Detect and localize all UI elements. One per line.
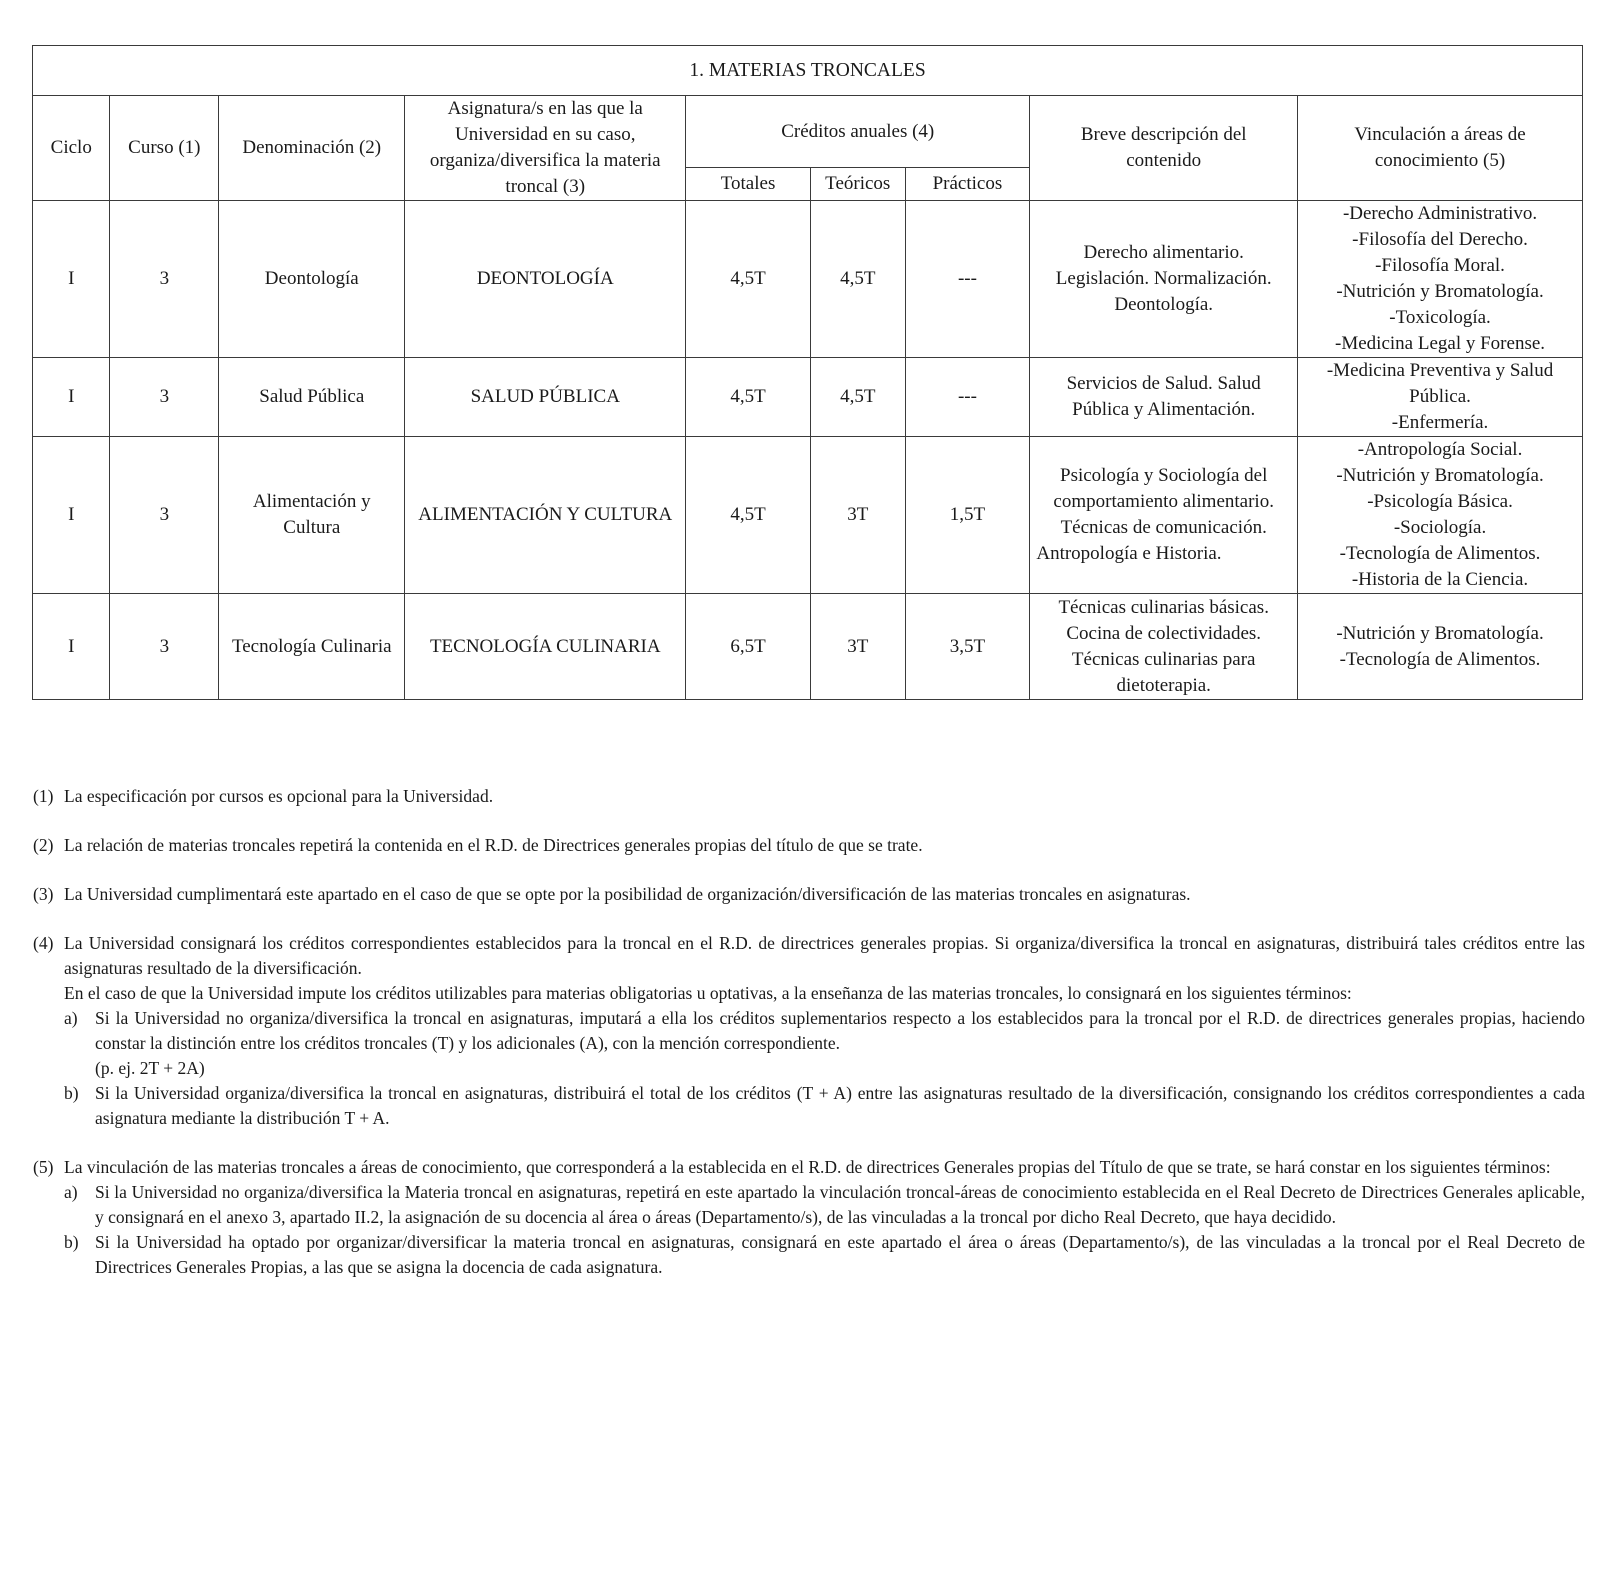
footnote-number: (4)	[33, 933, 54, 953]
footnote-2	[33, 833, 1585, 858]
item-label: b)	[64, 1083, 79, 1103]
cell-descripcion	[1030, 437, 1298, 594]
area-item: -Filosofía del Derecho.	[1352, 229, 1528, 250]
header-descripcion: Breve descripción del contenido	[1030, 96, 1298, 201]
cell-practicos: ---	[905, 358, 1030, 437]
footnote-text: La relación de materias troncales repetirá la contenida en el R.D. de Directrices generales propias del título de que se trate.	[64, 835, 923, 855]
area-item: -Nutrición y Bromatología.	[1336, 622, 1544, 644]
cell-curso: 3	[110, 594, 219, 700]
cell-ciclo: I	[33, 437, 110, 594]
footnote-text: La especificación por cursos es opcional para la Universidad.	[64, 786, 494, 806]
cell-areas	[1298, 358, 1583, 437]
header-totales: Totales	[686, 168, 811, 201]
cell-totales: 4,5T	[686, 201, 811, 358]
area-item: -Sociología.	[1393, 517, 1487, 538]
cell-teoricos: 4,5T	[810, 358, 905, 437]
cell-practicos: 1,5T	[905, 437, 1030, 594]
area-item: -Medicina Preventiva y Salud Pública.	[1326, 360, 1554, 407]
footnote-3	[33, 882, 1585, 907]
cell-descripcion: Técnicas culinarias básicas. Cocina de colectividades. Técnicas culinarias para dietoterapia.	[1030, 594, 1298, 700]
descripcion-text-2: Antropología e Historia.	[1036, 543, 1222, 564]
cell-ciclo: I	[33, 594, 110, 700]
footnote-4-item-b	[64, 1081, 1585, 1131]
area-item: -Derecho Administrativo.	[1342, 203, 1538, 224]
materias-troncales-table	[32, 45, 1583, 700]
footnotes	[33, 784, 1585, 1304]
cell-teoricos: 4,5T	[810, 201, 905, 358]
cell-teoricos: 3T	[810, 437, 905, 594]
header-ciclo: Ciclo	[33, 96, 110, 201]
cell-denominacion: Alimentación y Cultura	[219, 437, 405, 594]
item-text: Si la Universidad no organiza/diversifica la Materia troncal en asignaturas, repetirá en este apartado la vinculación troncal-áreas de conocimiento establecida en el Real Decreto de Directrices Generales aplicable, y consignará en el anexo 3, apartado II.2, la asignación de su docencia al área o áreas (Departamento/s), de las vinculadas a la troncal por dicho Real Decreto, que haya decidido.	[95, 1182, 1585, 1227]
header-creditos: Créditos anuales (4)	[686, 96, 1030, 168]
cell-areas	[1298, 201, 1583, 358]
cell-asignatura: DEONTOLOGÍA	[405, 201, 686, 358]
area-item: -Nutrición y Bromatología.	[1336, 465, 1544, 486]
item-label: b)	[64, 1232, 79, 1252]
item-label: a)	[64, 1008, 78, 1028]
footnote-text: La Universidad consignará los créditos correspondientes establecidos para la troncal en el R.D. de directrices generales propias. Si organiza/diversifica la troncal en asignaturas, distribuirá tales créditos entre las asignaturas resultado de la diversificación.	[64, 933, 1585, 978]
item-example: (p. ej. 2T + 2A)	[95, 1058, 205, 1078]
cell-curso: 3	[110, 201, 219, 358]
table-row	[33, 201, 1583, 358]
footnote-5	[33, 1155, 1585, 1280]
footnote-number: (2)	[33, 835, 54, 855]
footnote-text: La vinculación de las materias troncales a áreas de conocimiento, que corresponderá a la establecida en el R.D. de directrices Generales propias del Título de que se trate, se hará constar en los siguientes términos:	[64, 1157, 1551, 1177]
header-practicos: Prácticos	[905, 168, 1030, 201]
cell-teoricos: 3T	[810, 594, 905, 700]
cell-denominacion: Salud Pública	[219, 358, 405, 437]
item-text: Si la Universidad no organiza/diversifica la troncal en asignaturas, imputará a ella los créditos suplementarios respecto a los establecidos para la troncal por el R.D. de directrices generales propias, haciendo constar la distinción entre los créditos troncales (T) y los adicionales (A), con la mención correspondiente.	[95, 1008, 1585, 1053]
footnote-number: (1)	[33, 786, 54, 806]
header-vinculacion: Vinculación a áreas de conocimiento (5)	[1298, 96, 1583, 201]
cell-ciclo: I	[33, 358, 110, 437]
cell-asignatura: SALUD PÚBLICA	[405, 358, 686, 437]
table-title: 1. MATERIAS TRONCALES	[33, 46, 1583, 96]
header-denominacion: Denominación (2)	[219, 96, 405, 201]
cell-totales: 4,5T	[686, 358, 811, 437]
footnote-4-item-a	[64, 1006, 1585, 1081]
cell-practicos: 3,5T	[905, 594, 1030, 700]
area-item: -Filosofía Moral.	[1375, 255, 1505, 276]
footnote-number: (5)	[33, 1157, 54, 1177]
cell-curso: 3	[110, 437, 219, 594]
area-item: -Antropología Social.	[1357, 439, 1523, 460]
area-item: -Nutrición y Bromatología.	[1336, 281, 1544, 302]
cell-denominacion: Tecnología Culinaria	[219, 594, 405, 700]
table-row	[33, 594, 1583, 700]
cell-descripcion: Derecho alimentario. Legislación. Normalización. Deontología.	[1030, 201, 1298, 358]
footnote-1	[33, 784, 1585, 809]
footnote-5-item-b	[64, 1230, 1585, 1280]
area-item: -Historia de la Ciencia.	[1351, 569, 1529, 590]
cell-curso: 3	[110, 358, 219, 437]
cell-totales: 6,5T	[686, 594, 811, 700]
item-label: a)	[64, 1182, 78, 1202]
header-curso: Curso (1)	[110, 96, 219, 201]
cell-practicos: ---	[905, 201, 1030, 358]
footnote-5-item-a	[64, 1180, 1585, 1230]
cell-descripcion: Servicios de Salud. Salud Pública y Alimentación.	[1030, 358, 1298, 437]
footnote-text: La Universidad cumplimentará este apartado en el caso de que se opte por la posibilidad de organización/diversificación de las materias troncales en asignaturas.	[64, 884, 1191, 904]
area-item: -Tecnología de Alimentos.	[1339, 543, 1541, 564]
header-teoricos: Teóricos	[810, 168, 905, 201]
area-item: -Enfermería.	[1391, 412, 1489, 433]
table-row	[33, 437, 1583, 594]
header-asignaturas: Asignatura/s en las que la Universidad en su caso, organiza/diversifica la materia troncal (3)	[405, 96, 686, 201]
cell-areas	[1298, 437, 1583, 594]
cell-totales: 4,5T	[686, 437, 811, 594]
area-item: -Tecnología de Alimentos.	[1339, 648, 1541, 670]
item-text: Si la Universidad ha optado por organizar/diversificar la materia troncal en asignaturas, consignará en este apartado el área o áreas (Departamento/s), de las vinculadas a la troncal por el Real Decreto de Directrices Generales Propias, a las que se asigna la docencia de cada asignatura.	[95, 1232, 1585, 1277]
footnote-text-2: En el caso de que la Universidad impute los créditos utilizables para materias obligatorias u optativas, a la enseñanza de las materias troncales, lo consignará en los siguientes términos:	[64, 983, 1352, 1003]
area-item: -Medicina Legal y Forense.	[1335, 333, 1546, 354]
descripcion-text: Psicología y Sociología del comportamiento alimentario. Técnicas de comunicación.	[1053, 465, 1274, 538]
cell-denominacion: Deontología	[219, 201, 405, 358]
cell-asignatura: TECNOLOGÍA CULINARIA	[405, 594, 686, 700]
cell-areas	[1298, 594, 1583, 700]
area-item: -Psicología Básica.	[1367, 491, 1513, 512]
item-text: Si la Universidad organiza/diversifica la troncal en asignaturas, distribuirá el total de los créditos (T + A) entre las asignaturas resultado de la diversificación, consignando los créditos correspondientes a cada asignatura mediante la distribución T + A.	[95, 1083, 1585, 1128]
area-item: -Toxicología.	[1389, 307, 1491, 328]
cell-ciclo: I	[33, 201, 110, 358]
footnote-number: (3)	[33, 884, 54, 904]
cell-asignatura: ALIMENTACIÓN Y CULTURA	[405, 437, 686, 594]
table-row	[33, 358, 1583, 437]
footnote-4	[33, 931, 1585, 1131]
